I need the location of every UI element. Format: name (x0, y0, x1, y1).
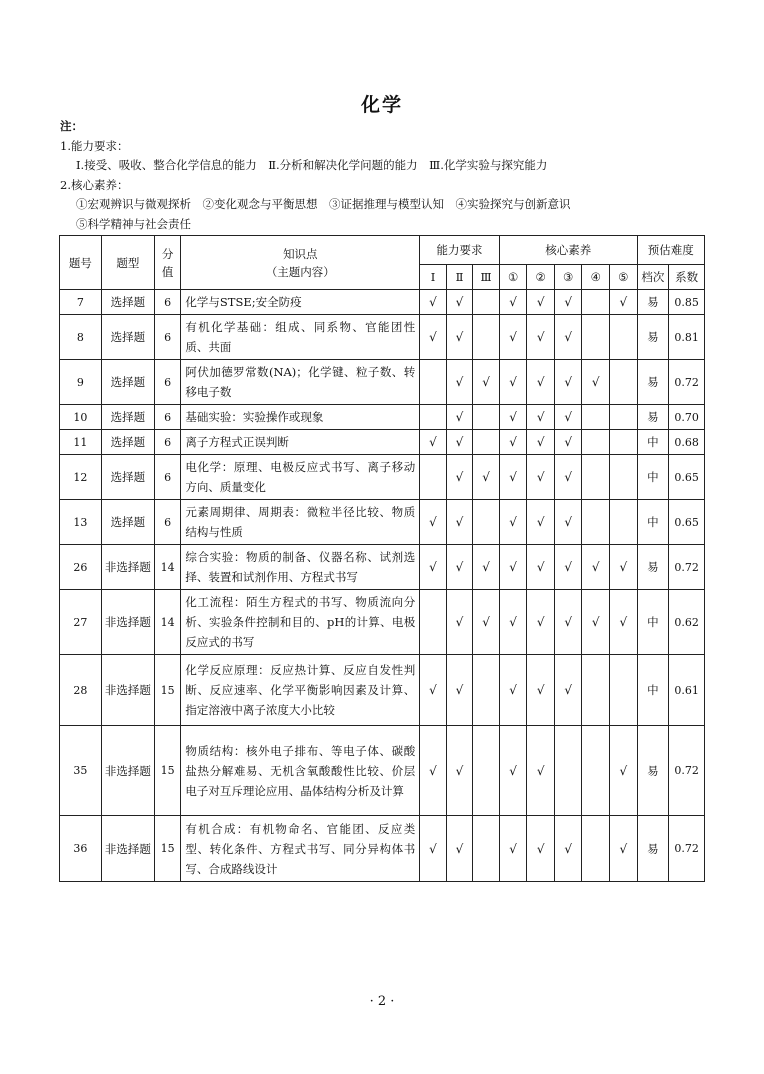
cell-coef: 0.62 (669, 590, 705, 655)
cell-mark-literacy-3: √ (554, 290, 582, 315)
cell-score: 15 (154, 655, 181, 726)
cell-no: 12 (60, 455, 102, 500)
cell-mark-ability-3 (473, 816, 500, 882)
cell-mark-literacy-1: √ (499, 430, 527, 455)
cell-mark-literacy-3: √ (554, 405, 582, 430)
cell-mark-literacy-3: √ (554, 590, 582, 655)
cell-grade: 易 (637, 290, 669, 315)
cell-grade: 易 (637, 360, 669, 405)
core-literacy-list: ①宏观辨识与微观探析 ②变化观念与平衡思想 ③证据推理与模型认知 ④实验探究与创新意识 (76, 197, 571, 211)
ability-requirements-label: 1.能力要求： (60, 138, 129, 153)
cell-knowledge: 阿伏加德罗常数(NA)；化学键、粒子数、转移电子数 (181, 360, 420, 405)
cell-grade: 易 (637, 405, 669, 430)
cell-mark-literacy-1: √ (499, 405, 527, 430)
cell-mark-literacy-3: √ (554, 500, 582, 545)
cell-mark-literacy-3: √ (554, 360, 582, 405)
cell-mark-literacy-3: √ (554, 655, 582, 726)
cell-mark-ability-2: √ (446, 455, 473, 500)
cell-mark-literacy-5 (610, 455, 638, 500)
table-row (60, 816, 705, 882)
cell-mark-ability-1: √ (420, 726, 447, 816)
cell-mark-literacy-5 (610, 500, 638, 545)
cell-mark-literacy-5: √ (610, 290, 638, 315)
cell-type: 选择题 (101, 290, 154, 315)
cell-mark-ability-3 (473, 726, 500, 816)
cell-mark-literacy-2: √ (527, 655, 555, 726)
cell-mark-literacy-4 (582, 655, 610, 726)
cell-knowledge: 综合实验：物质的制备、仪器名称、试剂选择、装置和试剂作用、方程式书写 (181, 545, 420, 590)
cell-score: 6 (154, 360, 181, 405)
cell-coef: 0.65 (669, 500, 705, 545)
cell-mark-ability-3 (473, 315, 500, 360)
cell-mark-ability-1 (420, 405, 447, 430)
cell-knowledge: 元素周期律、周期表：微粒半径比较、物质结构与性质 (181, 500, 420, 545)
cell-mark-literacy-2: √ (527, 430, 555, 455)
notes-heading: 注： (60, 119, 83, 133)
cell-grade: 中 (637, 500, 669, 545)
cell-mark-ability-3 (473, 500, 500, 545)
cell-mark-literacy-2: √ (527, 315, 555, 360)
core-literacy-label: 2.核心素养： (60, 177, 129, 192)
cell-mark-ability-2: √ (446, 360, 473, 405)
cell-knowledge: 电化学：原理、电极反应式书写、离子移动方向、质量变化 (181, 455, 420, 500)
cell-mark-ability-3: √ (473, 545, 500, 590)
cell-mark-literacy-5: √ (610, 545, 638, 590)
cell-coef: 0.65 (669, 455, 705, 500)
cell-mark-ability-1: √ (420, 290, 447, 315)
cell-mark-literacy-1: √ (499, 500, 527, 545)
cell-mark-literacy-4: √ (582, 360, 610, 405)
cell-mark-literacy-1: √ (499, 315, 527, 360)
cell-coef: 0.72 (669, 726, 705, 816)
cell-no: 7 (60, 290, 102, 315)
cell-mark-literacy-1: √ (499, 655, 527, 726)
exam-analysis-table (59, 235, 705, 882)
cell-mark-literacy-3: √ (554, 430, 582, 455)
cell-score: 6 (154, 290, 181, 315)
header-coef: 系数 (669, 265, 705, 290)
header-literacy: 核心素养 (499, 236, 637, 265)
cell-score: 6 (154, 455, 181, 500)
page-title: 化学 (360, 94, 403, 116)
cell-mark-ability-2: √ (446, 655, 473, 726)
cell-mark-literacy-2: √ (527, 500, 555, 545)
cell-mark-literacy-2: √ (527, 545, 555, 590)
cell-mark-literacy-5: √ (610, 816, 638, 882)
cell-mark-literacy-2: √ (527, 590, 555, 655)
cell-type: 非选择题 (101, 726, 154, 816)
cell-grade: 易 (637, 315, 669, 360)
cell-score: 15 (154, 726, 181, 816)
cell-mark-literacy-4 (582, 405, 610, 430)
cell-mark-literacy-1: √ (499, 590, 527, 655)
table-row (60, 405, 705, 430)
cell-mark-ability-2: √ (446, 290, 473, 315)
cell-no: 10 (60, 405, 102, 430)
cell-knowledge: 物质结构：核外电子排布、等电子体、碳酸盐热分解难易、无机含氧酸酸性比较、价层电子对互斥理论应用、晶体结构分析及计算 (181, 726, 420, 816)
cell-mark-ability-2: √ (446, 816, 473, 882)
cell-grade: 易 (637, 726, 669, 816)
header-knowledge-sub: （主题内容） (265, 264, 335, 279)
cell-mark-literacy-5 (610, 430, 638, 455)
cell-no: 9 (60, 360, 102, 405)
header-ability-2: Ⅱ (446, 265, 473, 290)
header-literacy-5: ⑤ (610, 265, 638, 290)
cell-mark-literacy-1: √ (499, 816, 527, 882)
cell-grade: 易 (637, 545, 669, 590)
cell-mark-ability-1: √ (420, 545, 447, 590)
cell-mark-literacy-5 (610, 405, 638, 430)
cell-mark-literacy-3: √ (554, 455, 582, 500)
cell-knowledge: 化工流程：陌生方程式的书写、物质流向分析、实验条件控制和目的、pH的计算、电极反应式的书写 (181, 590, 420, 655)
cell-type: 选择题 (101, 360, 154, 405)
cell-mark-ability-1: √ (420, 816, 447, 882)
cell-mark-literacy-1: √ (499, 455, 527, 500)
header-type: 题型 (101, 236, 154, 290)
cell-score: 6 (154, 315, 181, 360)
cell-knowledge: 有机合成：有机物命名、官能团、反应类型、转化条件、方程式书写、同分异构体书写、合成路线设计 (181, 816, 420, 882)
cell-mark-literacy-1: √ (499, 360, 527, 405)
header-literacy-4: ④ (582, 265, 610, 290)
table-row (60, 360, 705, 405)
ability-requirements-list: Ⅰ.接受、吸收、整合化学信息的能力 Ⅱ.分析和解决化学问题的能力 Ⅲ.化学实验与探究能力 (76, 158, 548, 172)
header-ability-3: Ⅲ (473, 265, 500, 290)
table-body (60, 290, 705, 882)
cell-type: 非选择题 (101, 590, 154, 655)
cell-no: 11 (60, 430, 102, 455)
cell-type: 选择题 (101, 405, 154, 430)
cell-mark-ability-1: √ (420, 655, 447, 726)
cell-no: 27 (60, 590, 102, 655)
cell-score: 6 (154, 405, 181, 430)
cell-type: 非选择题 (101, 816, 154, 882)
table-row (60, 290, 705, 315)
cell-mark-ability-2: √ (446, 545, 473, 590)
cell-type: 选择题 (101, 315, 154, 360)
cell-type: 选择题 (101, 500, 154, 545)
cell-no: 36 (60, 816, 102, 882)
cell-mark-literacy-2: √ (527, 455, 555, 500)
cell-mark-literacy-3: √ (554, 545, 582, 590)
cell-mark-literacy-3: √ (554, 816, 582, 882)
cell-mark-literacy-4: √ (582, 590, 610, 655)
cell-coef: 0.70 (669, 405, 705, 430)
cell-no: 26 (60, 545, 102, 590)
cell-mark-literacy-5 (610, 315, 638, 360)
cell-mark-ability-3 (473, 405, 500, 430)
cell-mark-literacy-1: √ (499, 545, 527, 590)
cell-type: 非选择题 (101, 655, 154, 726)
cell-mark-ability-2: √ (446, 590, 473, 655)
cell-no: 8 (60, 315, 102, 360)
cell-coef: 0.72 (669, 816, 705, 882)
cell-mark-ability-3: √ (473, 360, 500, 405)
cell-mark-ability-3 (473, 655, 500, 726)
cell-mark-literacy-1: √ (499, 726, 527, 816)
cell-coef: 0.68 (669, 430, 705, 455)
cell-mark-literacy-5: √ (610, 590, 638, 655)
cell-mark-literacy-1: √ (499, 290, 527, 315)
table-row (60, 590, 705, 655)
cell-mark-literacy-2: √ (527, 726, 555, 816)
header-knowledge-main: 知识点 (283, 246, 318, 261)
header-knowledge (181, 236, 420, 290)
cell-score: 14 (154, 545, 181, 590)
header-grade: 档次 (637, 265, 669, 290)
cell-mark-literacy-2: √ (527, 360, 555, 405)
cell-mark-literacy-2: √ (527, 290, 555, 315)
cell-knowledge: 化学与STSE;安全防疫 (181, 290, 420, 315)
header-difficulty: 预估难度 (637, 236, 704, 265)
cell-mark-literacy-4 (582, 315, 610, 360)
core-literacy-list-cont: ⑤科学精神与社会责任 (76, 216, 191, 231)
table-row (60, 315, 705, 360)
table-row (60, 655, 705, 726)
cell-grade: 中 (637, 590, 669, 655)
cell-mark-ability-1 (420, 360, 447, 405)
header-ability-1: Ⅰ (420, 265, 447, 290)
table-row (60, 430, 705, 455)
cell-coef: 0.72 (669, 545, 705, 590)
cell-mark-ability-2: √ (446, 430, 473, 455)
cell-no: 13 (60, 500, 102, 545)
cell-type: 非选择题 (101, 545, 154, 590)
cell-no: 35 (60, 726, 102, 816)
table-row (60, 500, 705, 545)
cell-mark-ability-3: √ (473, 590, 500, 655)
cell-score: 15 (154, 816, 181, 882)
cell-mark-literacy-2: √ (527, 816, 555, 882)
cell-grade: 中 (637, 455, 669, 500)
cell-mark-ability-1: √ (420, 430, 447, 455)
cell-grade: 易 (637, 816, 669, 882)
cell-knowledge: 离子方程式正误判断 (181, 430, 420, 455)
cell-mark-ability-2: √ (446, 315, 473, 360)
cell-knowledge: 化学反应原理：反应热计算、反应自发性判断、反应速率、化学平衡影响因素及计算、指定溶液中离子浓度大小比较 (181, 655, 420, 726)
notes-section (60, 117, 720, 234)
header-literacy-3: ③ (554, 265, 582, 290)
cell-mark-literacy-5: √ (610, 726, 638, 816)
header-ability: 能力要求 (420, 236, 500, 265)
cell-mark-literacy-4 (582, 726, 610, 816)
cell-score: 6 (154, 430, 181, 455)
cell-mark-ability-3: √ (473, 455, 500, 500)
cell-mark-ability-2: √ (446, 405, 473, 430)
cell-mark-literacy-4 (582, 290, 610, 315)
cell-coef: 0.81 (669, 315, 705, 360)
cell-mark-literacy-3 (554, 726, 582, 816)
cell-mark-literacy-4 (582, 430, 610, 455)
cell-mark-literacy-2: √ (527, 405, 555, 430)
cell-score: 14 (154, 590, 181, 655)
header-literacy-2: ② (527, 265, 555, 290)
cell-no: 28 (60, 655, 102, 726)
cell-coef: 0.61 (669, 655, 705, 726)
cell-mark-ability-2: √ (446, 726, 473, 816)
cell-knowledge: 有机化学基础：组成、同系物、官能团性质、共面 (181, 315, 420, 360)
header-literacy-1: ① (499, 265, 527, 290)
cell-mark-ability-3 (473, 430, 500, 455)
cell-mark-literacy-4 (582, 816, 610, 882)
cell-type: 选择题 (101, 455, 154, 500)
table-row (60, 726, 705, 816)
cell-mark-ability-3 (473, 290, 500, 315)
cell-grade: 中 (637, 430, 669, 455)
cell-knowledge: 基础实验：实验操作或现象 (181, 405, 420, 430)
cell-mark-ability-1 (420, 455, 447, 500)
table-row (60, 455, 705, 500)
header-no: 题号 (60, 236, 102, 290)
cell-mark-literacy-4: √ (582, 545, 610, 590)
cell-mark-literacy-5 (610, 655, 638, 726)
table-row (60, 545, 705, 590)
cell-score: 6 (154, 500, 181, 545)
cell-mark-ability-1: √ (420, 500, 447, 545)
cell-grade: 中 (637, 655, 669, 726)
cell-mark-literacy-4 (582, 455, 610, 500)
cell-type: 选择题 (101, 430, 154, 455)
cell-coef: 0.85 (669, 290, 705, 315)
cell-mark-ability-1: √ (420, 315, 447, 360)
cell-mark-literacy-4 (582, 500, 610, 545)
cell-coef: 0.72 (669, 360, 705, 405)
header-score: 分值 (154, 236, 181, 290)
cell-mark-ability-1 (420, 590, 447, 655)
cell-mark-literacy-5 (610, 360, 638, 405)
cell-mark-literacy-3: √ (554, 315, 582, 360)
page-number: · 2 · (369, 994, 395, 1009)
cell-mark-ability-2: √ (446, 500, 473, 545)
